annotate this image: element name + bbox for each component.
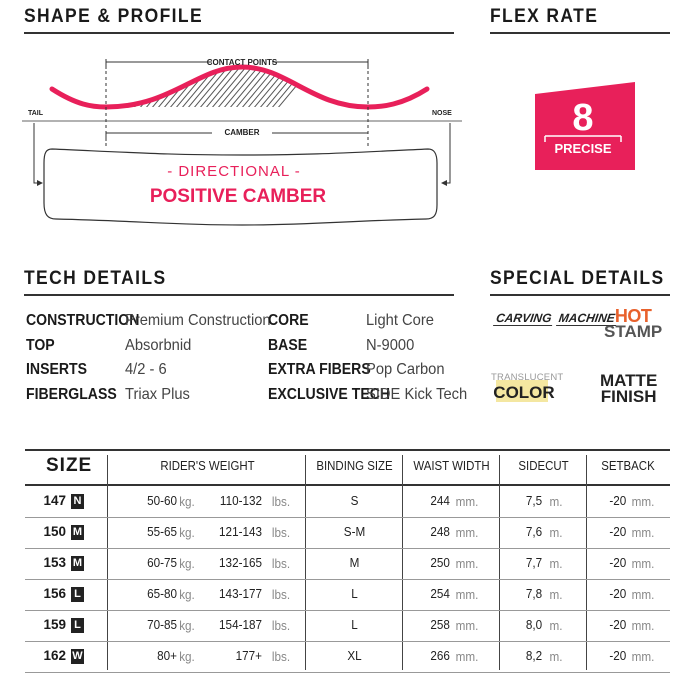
- weight-lbs-value: 110-132: [219, 493, 262, 508]
- mm-unit: mm.: [631, 649, 655, 664]
- mm-unit: mm.: [455, 494, 479, 509]
- row-divider: [25, 517, 670, 518]
- waist-width-value: 266: [430, 648, 450, 663]
- size-header: SIZE: [46, 455, 93, 476]
- hot-stamp-badge: [604, 308, 662, 340]
- waist-width-value: 258: [430, 617, 450, 632]
- flex-rate-value: 8: [572, 97, 594, 139]
- col-divider: [402, 455, 403, 670]
- sidecut-value: 7,7: [525, 555, 543, 570]
- tech-key: BASE: [268, 337, 308, 354]
- weight-kg-value: 55-65: [147, 524, 177, 539]
- mm-unit: mm.: [455, 618, 479, 633]
- special-details-title: SPECIAL DETAILS: [490, 268, 665, 289]
- weight-kg-value: 50-60: [147, 493, 177, 508]
- stamp-word: STAMP: [604, 322, 663, 341]
- tech-details-rule: [24, 294, 454, 296]
- kg-unit: kg.: [179, 649, 195, 664]
- nose-arrow: [442, 123, 450, 183]
- shape-profile-rule: [24, 32, 454, 34]
- m-unit: m.: [549, 649, 563, 664]
- size-value: 150: [43, 524, 66, 539]
- tech-key: CORE: [268, 312, 309, 329]
- size-value: 159: [43, 617, 66, 632]
- matte-word: MATTE: [600, 371, 658, 390]
- waist-width-value: 244: [430, 493, 450, 508]
- flex-rate-badge: [535, 82, 635, 170]
- setback-value: -20: [609, 524, 627, 539]
- binding-size-header: BINDING SIZE: [316, 458, 393, 473]
- sidecut-value: 7,6: [525, 524, 543, 539]
- m-unit: m.: [549, 618, 563, 633]
- mm-unit: mm.: [455, 525, 479, 540]
- lbs-unit: lbs.: [271, 525, 291, 540]
- hot-word: HOT: [614, 306, 652, 326]
- col-divider: [107, 455, 108, 670]
- col-divider: [586, 455, 587, 670]
- mm-unit: mm.: [631, 587, 655, 602]
- tech-key: EXCLUSIVE TECH: [268, 386, 391, 403]
- tech-value: N-9000: [366, 337, 415, 354]
- size-letter-badge: N: [71, 494, 84, 509]
- nose-label: NOSE: [432, 110, 452, 117]
- col-divider: [305, 455, 306, 670]
- weight-kg-value: 60-75: [147, 555, 177, 570]
- tech-key: INSERTS: [26, 361, 88, 378]
- camber-label: CAMBER: [224, 128, 260, 137]
- row-divider: [25, 610, 670, 611]
- kg-unit: kg.: [179, 556, 195, 571]
- tech-value: Absorbnid: [125, 337, 192, 354]
- carving-machine-badge: [493, 312, 618, 326]
- weight-kg-value: 65-80: [147, 586, 177, 601]
- binding-size-value: L: [351, 617, 358, 632]
- translucent-color-badge: [491, 372, 564, 403]
- weight-lbs-value: 132-165: [219, 555, 262, 570]
- finish-word: FINISH: [600, 387, 657, 406]
- size-letter-badge: M: [72, 526, 83, 538]
- tech-value: Premium Construction: [125, 312, 271, 329]
- m-unit: m.: [549, 494, 563, 509]
- tech-value: 4/2 - 6: [125, 361, 167, 378]
- sidecut-value: 8,0: [525, 617, 543, 632]
- size-letter-badge: W: [72, 650, 83, 662]
- lbs-unit: lbs.: [271, 494, 291, 509]
- m-unit: m.: [549, 556, 563, 571]
- row-divider: [25, 672, 670, 673]
- waist-width-value: 248: [430, 524, 450, 539]
- size-letter-badge: L: [71, 587, 84, 602]
- size-value: 147: [43, 493, 66, 508]
- camber-line: [52, 67, 427, 107]
- tech-key: FIBERGLASS: [26, 386, 117, 403]
- waist-width-value: 254: [430, 586, 450, 601]
- setback-value: -20: [609, 586, 627, 601]
- row-divider: [25, 641, 670, 642]
- size-value: 153: [43, 555, 66, 570]
- kg-unit: kg.: [179, 587, 195, 602]
- sidecut-value: 8,2: [525, 648, 543, 663]
- tech-value: Pop Carbon: [366, 361, 445, 378]
- lbs-unit: lbs.: [271, 649, 291, 664]
- row-divider: [25, 548, 670, 549]
- sidecut-header: SIDECUT: [518, 458, 569, 473]
- binding-size-value: XL: [347, 648, 362, 663]
- translucent-word: TRANSLUCENT: [491, 372, 564, 383]
- tail-arrow: [34, 123, 42, 183]
- row-divider: [25, 579, 670, 580]
- weight-lbs-value: 177+: [235, 648, 262, 663]
- mm-unit: mm.: [631, 494, 655, 509]
- tail-label: TAIL: [28, 110, 44, 117]
- weight-lbs-value: 143-177: [219, 586, 262, 601]
- kg-unit: kg.: [179, 525, 195, 540]
- camber-profile-diagram: [22, 45, 462, 230]
- mm-unit: mm.: [631, 525, 655, 540]
- riders-weight-header: RIDER'S WEIGHT: [160, 458, 255, 473]
- lbs-unit: lbs.: [271, 556, 291, 571]
- color-word: COLOR: [493, 383, 555, 402]
- kg-unit: kg.: [179, 618, 195, 633]
- matte-finish-badge: [600, 373, 657, 405]
- table-top-rule: [25, 449, 670, 451]
- shape-profile-title: SHAPE & PROFILE: [24, 6, 204, 27]
- mm-unit: mm.: [631, 618, 655, 633]
- size-value: 156: [43, 586, 66, 601]
- col-divider: [499, 455, 500, 670]
- flex-rate-rule: [490, 32, 670, 34]
- tech-key: EXTRA FIBERS: [268, 361, 371, 378]
- header-rule: [25, 484, 670, 486]
- weight-kg-value: 70-85: [147, 617, 177, 632]
- tech-details-title: TECH DETAILS: [24, 268, 167, 289]
- tech-value: Triax Plus: [125, 386, 190, 403]
- mm-unit: mm.: [455, 649, 479, 664]
- tech-key: CONSTRUCTION: [26, 312, 140, 329]
- size-value: 162: [43, 648, 66, 663]
- setback-value: -20: [609, 617, 627, 632]
- tech-key: TOP: [26, 337, 55, 354]
- waist-width-value: 250: [430, 555, 450, 570]
- mm-unit: mm.: [631, 556, 655, 571]
- machine-word: MACHINE: [556, 312, 618, 326]
- weight-kg-value: 80+: [157, 648, 177, 663]
- flex-rate-title: FLEX RATE: [490, 6, 599, 27]
- mm-unit: mm.: [455, 556, 479, 571]
- size-letter-badge: L: [71, 618, 84, 633]
- mm-unit: mm.: [455, 587, 479, 602]
- setback-value: -20: [609, 555, 627, 570]
- binding-size-value: L: [351, 586, 358, 601]
- weight-lbs-value: 154-187: [219, 617, 262, 632]
- setback-value: -20: [609, 648, 627, 663]
- binding-size-value: M: [349, 555, 360, 570]
- carving-word: CARVING: [493, 312, 554, 326]
- tech-value: Light Core: [366, 312, 434, 329]
- tech-value: SIDE Kick Tech: [366, 386, 468, 403]
- contact-points-label: CONTACT POINTS: [206, 58, 278, 67]
- waist-width-header: WAIST WIDTH: [413, 458, 490, 473]
- size-letter-badge: M: [72, 557, 83, 569]
- lbs-unit: lbs.: [271, 618, 291, 633]
- setback-value: -20: [609, 493, 627, 508]
- flex-rate-word: PRECISE: [554, 141, 612, 156]
- sidecut-value: 7,5: [525, 493, 543, 508]
- binding-size-value: S: [350, 493, 359, 508]
- weight-lbs-value: 121-143: [219, 524, 262, 539]
- board-directional-text: - DIRECTIONAL -: [167, 163, 301, 180]
- sidecut-value: 7,8: [525, 586, 543, 601]
- lbs-unit: lbs.: [271, 587, 291, 602]
- binding-size-value: S-M: [343, 524, 366, 539]
- board-positive-camber-text: POSITIVE CAMBER: [149, 186, 327, 207]
- m-unit: m.: [549, 587, 563, 602]
- m-unit: m.: [549, 525, 563, 540]
- kg-unit: kg.: [179, 494, 195, 509]
- setback-header: SETBACK: [601, 458, 655, 473]
- special-details-rule: [490, 294, 670, 296]
